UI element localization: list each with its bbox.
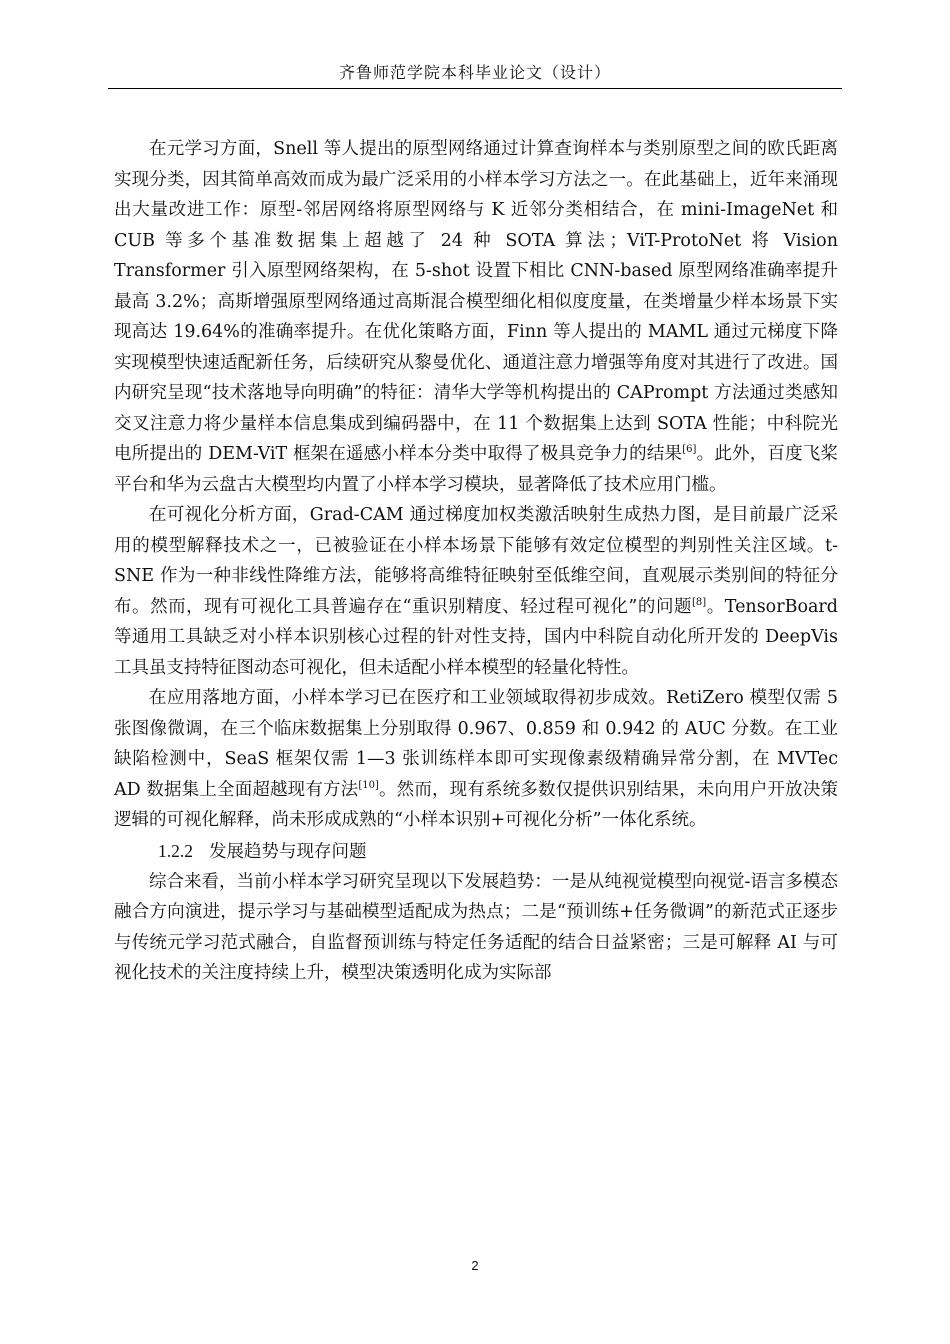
paragraph-text: 在可视化分析方面，Grad-CAM 通过梯度加权类激活映射生成热力图，是目前最广泛采用的模型解释技术之一，已被验证在小样本场景下能够有效定位模型的判别性关注区域。t-SNE 作为一种非线性降维方法，能够将高维特征映射至低维空间，直观展示类别间的特征分布。然而，现有可视化工具普遍存在“重识别精度、轻过程可视化”的问题 [114,505,838,617]
paragraph-text: 综合来看，当前小样本学习研究呈现以下发展趋势：一是从纯视觉模型向视觉-语言多模态融合方向演进，提示学习与基础模型适配成为热点；二是“预训练+任务微调”的新范式正逐步与传统元学习范式融合，自监督预训练与特定任务适配的结合日益紧密；三是可解释 AI 与可视化技术的关注度持续上升，模型决策透明化成为实际部 [114,871,838,983]
section-number: 1.2.2 [158,840,193,861]
paragraph-text: 。然而，现有系统多数仅提供识别结果，未向用户开放决策逻辑的可视化解释，尚未形成成熟的“小样本识别+可视化分析”一体化系统。 [114,779,838,830]
section-title: 发展趋势与现存问题 [209,840,367,861]
page-number: 2 [471,1258,479,1273]
citation-ref: [6] [682,444,697,456]
body-text [114,134,838,989]
paragraph-text: 。此外，百度飞桨平台和华为云盘古大模型均内置了小样本学习模块，显著降低了技术应用门槛。 [114,444,839,495]
paragraph-text: 在应用落地方面，小样本学习已在医疗和工业领域取得初步成效。RetiZero 模型仅需 5 张图像微调，在三个临床数据集上分别取得 0.967、0.859 和 0.942 的 AUC 分数。在工业缺陷检测中，SeaS 框架仅需 1—3 张训练样本即可实现像素级精确异常分割，在 MVTec AD 数据集上全面超越现有方法 [114,688,838,800]
paragraph-visualization [114,500,838,683]
page-header-title: 齐鲁师范学院本科毕业论文（设计） [338,63,611,82]
paragraph-text: 在元学习方面，Snell 等人提出的原型网络通过计算查询样本与类别原型之间的欧氏距离实现分类，因其简单高效而成为最广泛采用的小样本学习方法之一。在此基础上，近年来涌现出大量改进工作：原型-邻居网络将原型网络与 K 近邻分类相结合，在 mini-ImageNet 和 CUB 等多个基准数据集上超越了 24 种 SOTA 算法；ViT-ProtoNet 将 Vision Transformer 引入原型网络架构，在 5-shot 设置下相比 CNN-based 原型网络准确率提升最高 3.2%；高斯增强原型网络通过高斯混合模型细化相似度度量，在类增量少样本场景下实现高达 19.64%的准确率提升。在优化策略方面，Finn 等人提出的 MAML 通过元梯度下降实现模型快速适配新任务，后续研究从黎曼优化、通道注意力增强等角度对其进行了改进。国内研究呈现“技术落地导向明确”的特征：清华大学等机构提出的 CAPrompt 方法通过类感知交叉注意力将少量样本信息集成到编码器中，在 11 个数据集上达到 SOTA 性能；中科院光电所提出的 DEM-ViT 框架在遥感小样本分类中取得了极具竞争力的结果 [114,139,838,464]
paragraph-meta-learning [114,134,838,500]
header-rule [108,88,842,89]
paragraph-application [114,683,838,836]
paragraph-trends [114,867,838,989]
citation-ref: [8] [692,596,707,608]
citation-ref: [10] [358,779,379,791]
paragraph-text: 。TensorBoard 等通用工具缺乏对小样本识别核心过程的针对性支持，国内中科院自动化所开发的 DeepVis 工具虽支持特征图动态可视化，但未适配小样本模型的轻量化特性。 [114,596,838,678]
section-heading [114,836,838,867]
